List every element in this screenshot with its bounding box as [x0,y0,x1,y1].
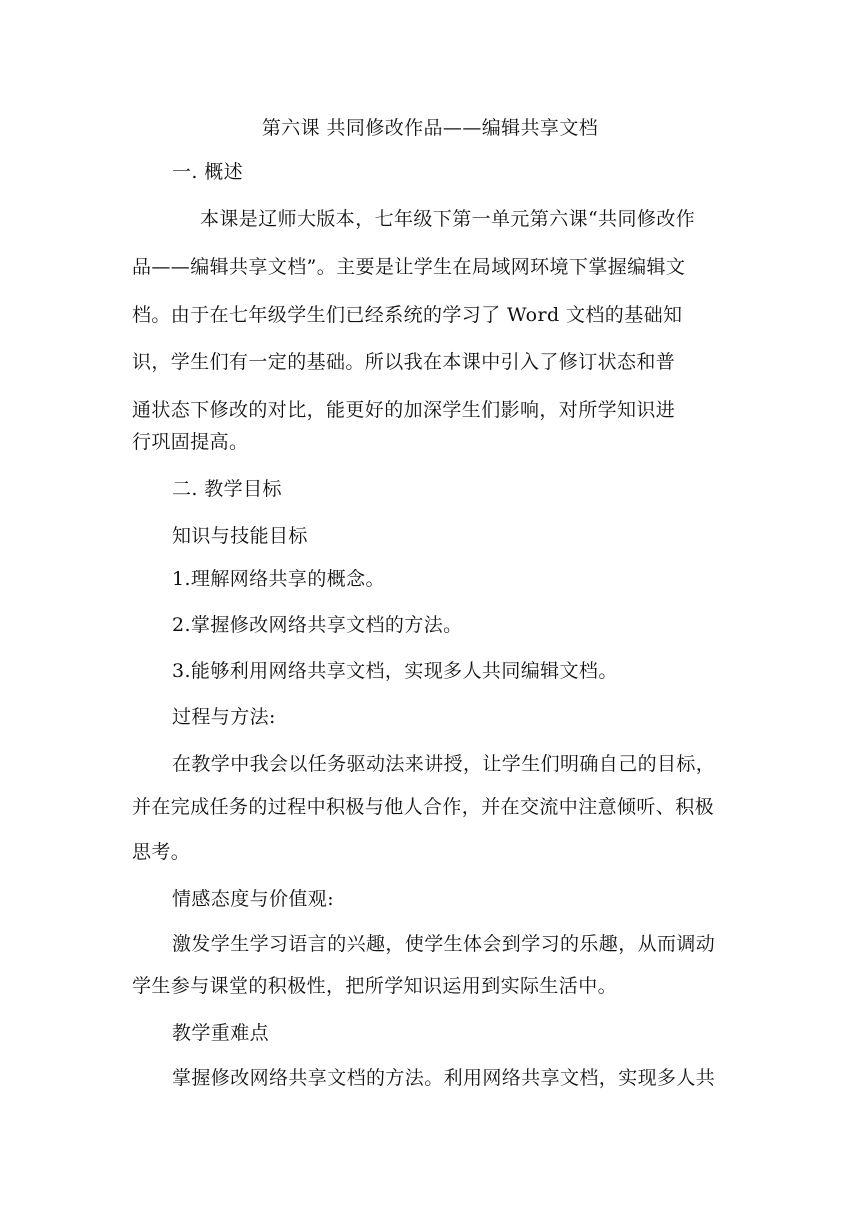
overview-line-2: 品——编辑共享文档”。主要是让学生在局域网环境下掌握编辑文 [132,256,686,278]
objective-item-2: 2.掌握修改网络共享文档的方法。 [172,614,463,636]
overview-line-4: 识，学生们有一定的基础。所以我在本课中引入了修订状态和普 [132,351,676,373]
emotion-line-1: 激发学生学习语言的兴趣，使学生体会到学习的乐趣，从而调动 [172,933,716,955]
subheading-process-methods: 过程与方法: [172,706,276,728]
overview-line-5: 通状态下修改的对比，能更好的加深学生们影响，对所学知识进 [132,399,676,421]
subheading-key-difficulties: 教学重难点 [172,1022,270,1044]
emotion-line-2: 学生参与课堂的积极性，把所学知识运用到实际生活中。 [132,975,618,997]
process-line-2: 并在完成任务的过程中积极与他人合作，并在交流中注意倾听、积极 [132,796,715,818]
overview-line-6: 行巩固提高。 [132,431,249,453]
objective-item-1: 1.理解网络共享的概念。 [172,568,385,590]
subheading-emotion-values: 情感态度与价值观: [172,888,335,910]
process-line-3: 思考。 [132,841,191,863]
objective-item-3: 3.能够利用网络共享文档，实现多人共同编辑文档。 [172,660,618,682]
section-heading-overview: 一. 概述 [172,161,244,183]
overview-line-3: 档。由于在七年级学生们已经系统的学习了 Word 文档的基础知 [132,304,683,326]
document-title: 第六课 共同修改作品——编辑共享文档 [261,117,599,139]
process-line-1: 在教学中我会以任务驱动法来讲授，让学生们明确自己的目标， [172,753,716,775]
overview-line-1: 本课是辽师大版本，七年级下第一单元第六课“共同修改作 [200,208,696,230]
subheading-knowledge-skills: 知识与技能目标 [172,525,308,547]
section-heading-objectives: 二. 教学目标 [172,478,282,500]
difficulty-line-1: 掌握修改网络共享文档的方法。利用网络共享文档，实现多人共 [172,1067,716,1089]
